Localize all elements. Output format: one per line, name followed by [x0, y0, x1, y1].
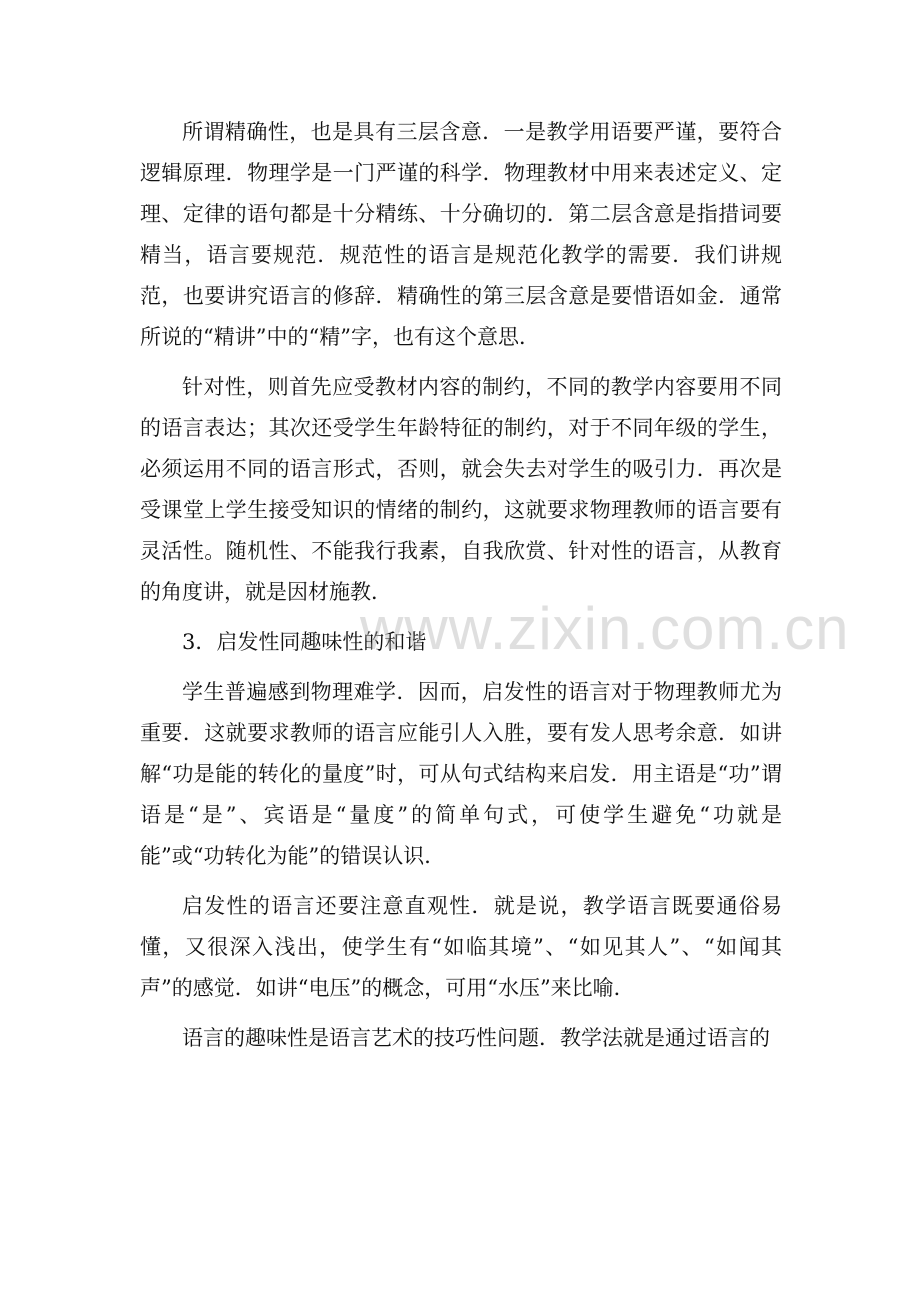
document-body: [140, 112, 782, 1068]
paragraph-pertinence: 针对性，则首先应受教材内容的制约，不同的教学内容要用不同的语言表达；其次还受学生年龄特征的制约，对于不同年级的学生，必须运用不同的语言形式，否则，就会失去对学生的吸引力．再次是受课堂上学生接受知识的情绪的制约，这就要求物理教师的语言要有灵活性。随机性、不能我行我素，自我欣赏、针对性的语言，从教育的角度讲，就是因材施教．: [140, 375, 782, 604]
paragraph-intuitiveness: 启发性的语言还要注意直观性．就是说，教学语言既要通俗易懂，又很深入浅出，使学生有“如临其境”、“如见其人”、“如闻其声”的感觉．如讲“电压”的概念，可用“水压”来比喻．: [140, 894, 782, 1000]
section-heading: 3．启发性同趣味性的和谐: [182, 630, 427, 654]
paragraph-interest: 语言的趣味性是语言艺术的技巧性问题．教学法就是通过语言的: [182, 1026, 770, 1050]
watermark: www.zixin.com.cn: [360, 595, 850, 662]
paragraph-precision: 所谓精确性，也是具有三层含意．一是教学用语要严谨，要符合逻辑原理．物理学是一门严谨的科学．物理教材中用来表述定义、定理、定律的语句都是十分精练、十分确切的．第二层含意是指措词要精当，语言要规范．规范性的语言是规范化教学的需要．我们讲规范，也要讲究语言的修辞．精确性的第三层含意是要惜语如金．通常所说的“精讲”中的“精”字，也有这个意思．: [140, 120, 782, 349]
paragraph-inspiration: 学生普遍感到物理难学．因而，启发性的语言对于物理教师尤为重要．这就要求教师的语言应能引人入胜，要有发人思考余意．如讲解“功是能的转化的量度”时，可从句式结构来启发．用主语是“功”谓语是“是”、宾语是“量度”的简单句式，可使学生避免“功就是能”或“功转化为能”的错误认识．: [140, 680, 782, 868]
